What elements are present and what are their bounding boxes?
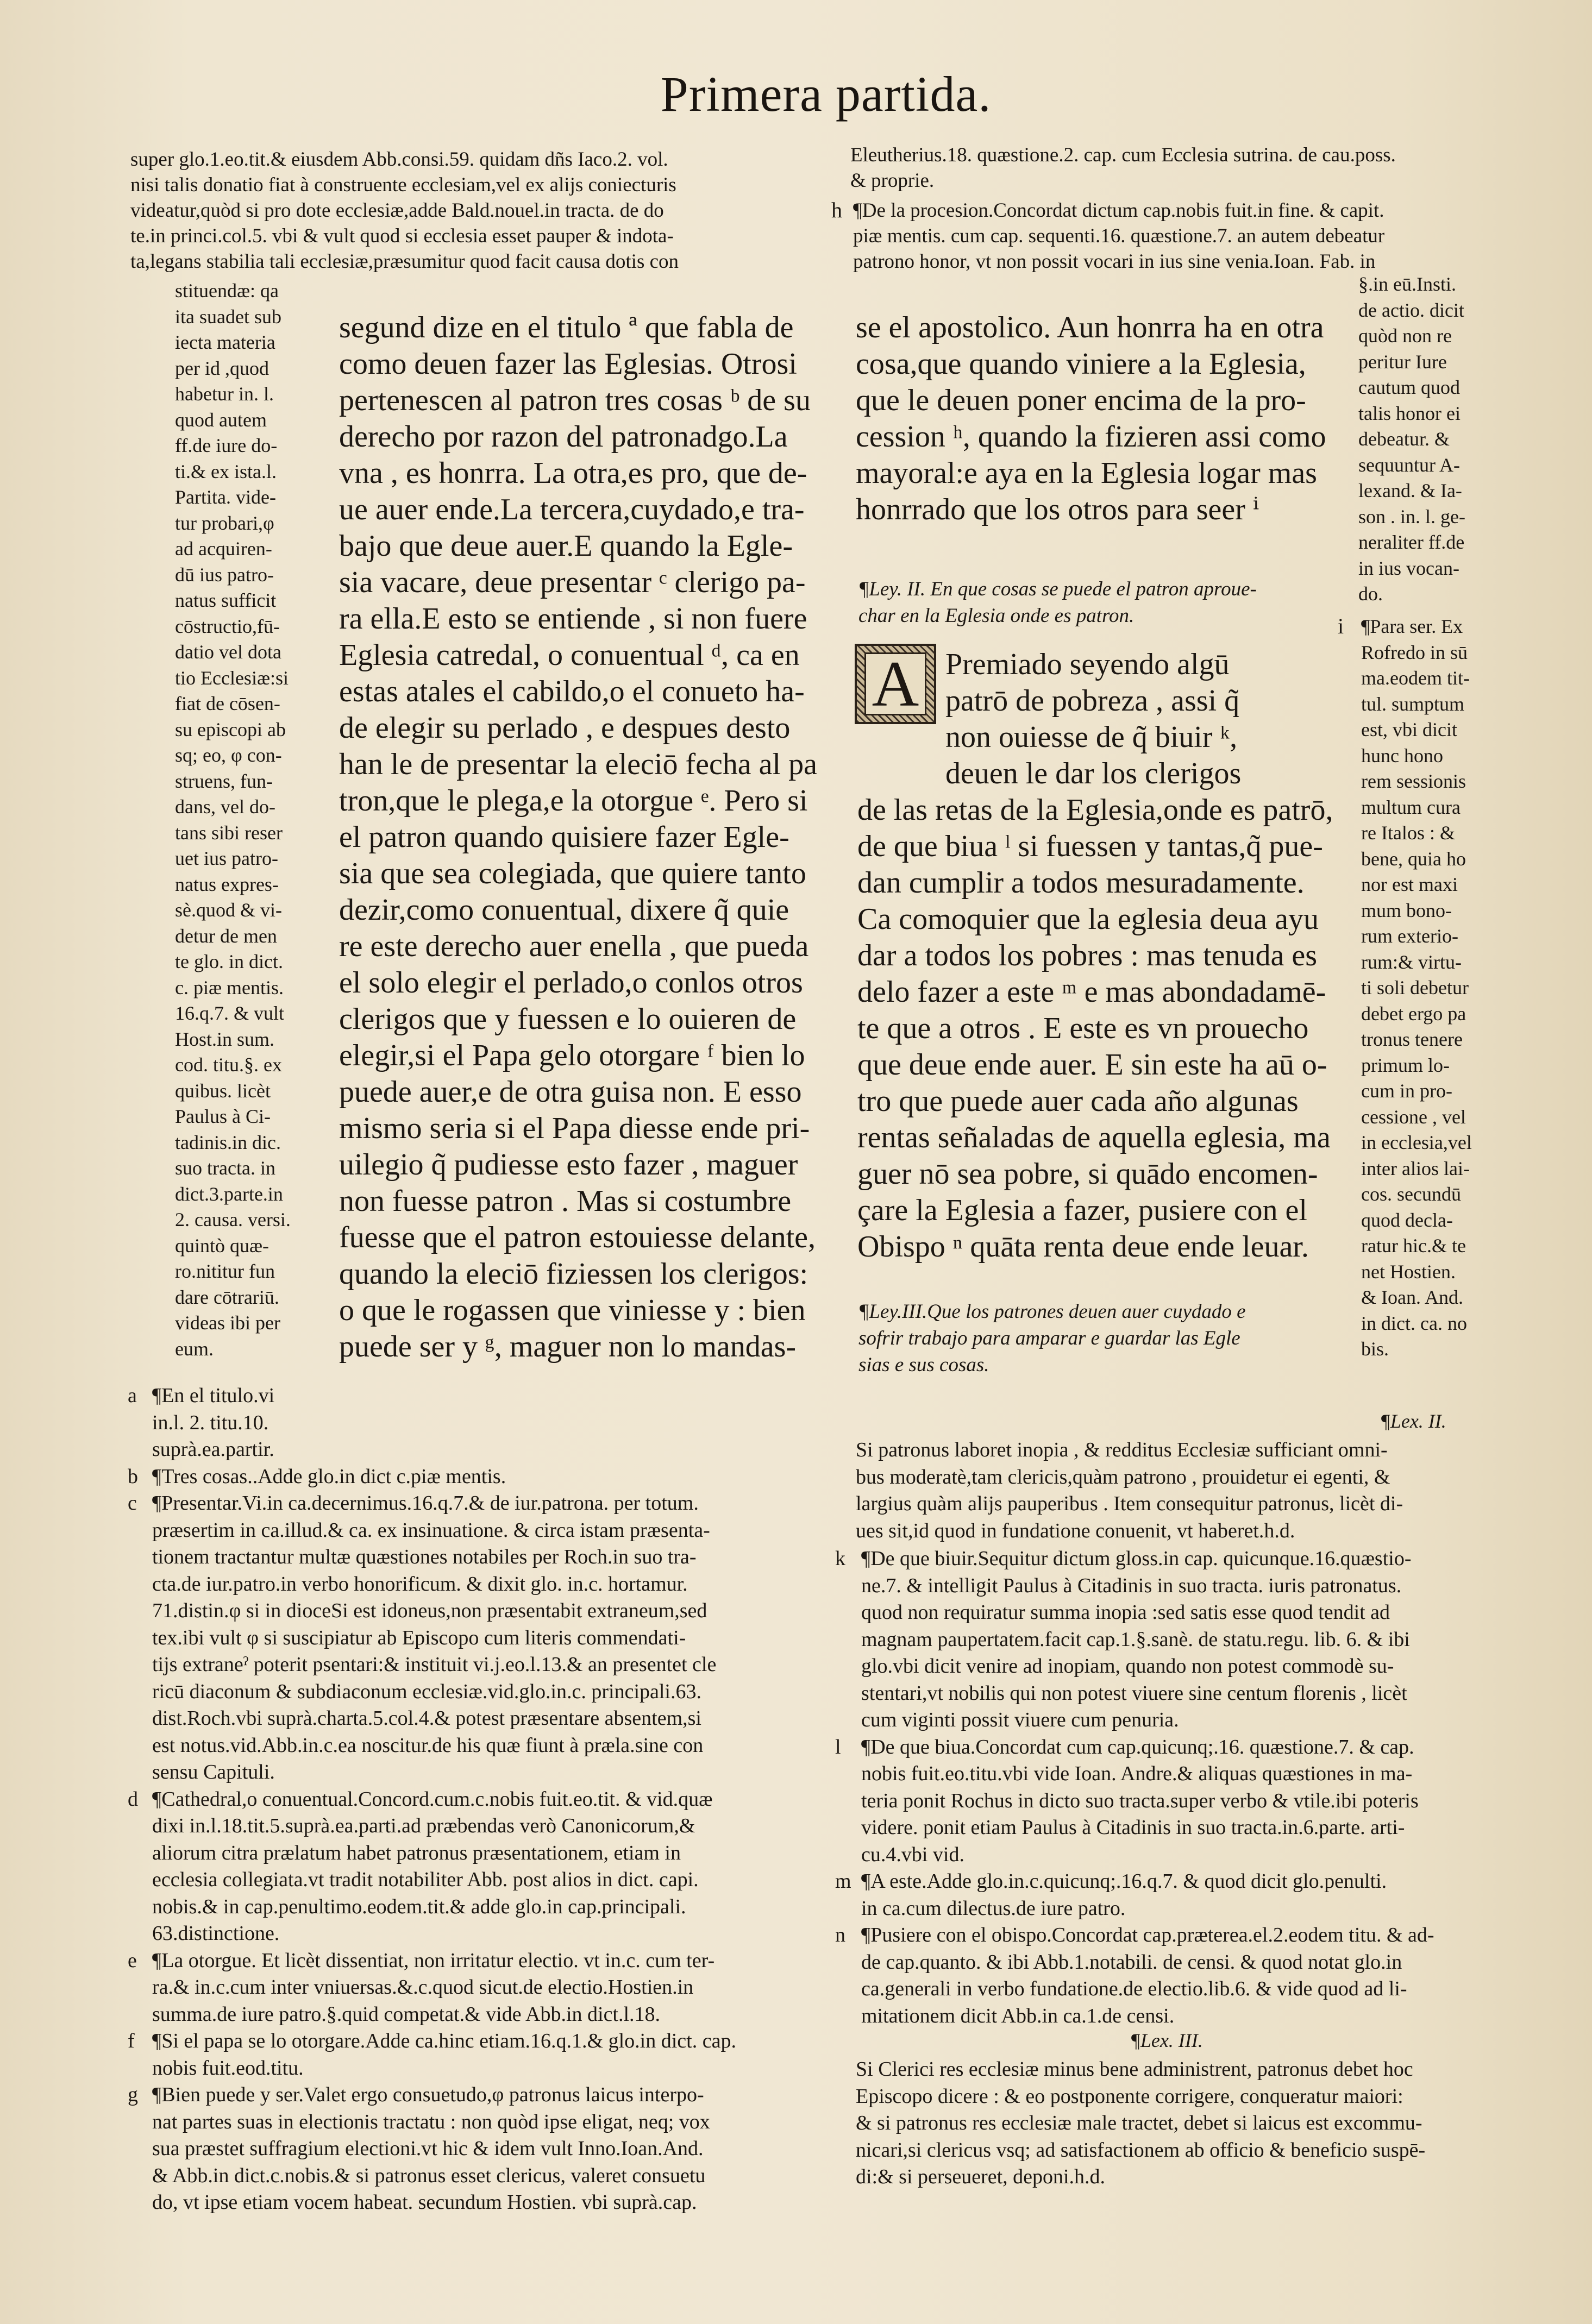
gloss-line: do. [1358,583,1383,605]
gloss-line: Host.in sum. [175,1028,275,1050]
main-line: de que biua ˡ si fuessen y tantas,q̃ pue- [857,830,1323,863]
gloss-line: rum:& virtu- [1361,951,1462,973]
main-line: se el apostolico. Aun honrra ha en otra [856,311,1324,344]
gloss-line: natus expres- [175,873,279,895]
gloss-line: peritur Iure [1358,350,1447,373]
note-line: nobis fuit.eo.titu.vbi vide Ioan. Andre.& aliquas quæstiones in ma- [861,1762,1413,1785]
gloss-line: datio vel dota [175,641,281,663]
lex-2-summary [856,1437,1513,1544]
main-line: sia vacare, deue presentar ᶜ clerigo pa- [339,566,806,599]
gloss-line: eum. [175,1337,214,1360]
ley-2-initial-text [945,646,1337,792]
gloss-line: cessione , vel [1361,1106,1466,1128]
summary-line: Si Clerici res ecclesiæ minus bene administrent, patronus debet hoc [856,2058,1413,2081]
gloss-line: debet ergo pa [1361,1002,1466,1025]
gloss-line: §.in eū.Insti. [1358,273,1456,295]
summary-line: di:& si perseueret, deponi.h.d. [856,2165,1106,2188]
note-letter: l [835,1735,841,1758]
gloss-line: 16.q.7. & vult [175,1002,285,1024]
gloss-line: te.in princi.col.5. vbi & vult quod si ecclesia esset pauper & indota- [130,225,674,247]
main-line: honrrado que los otros para seer ⁱ [856,493,1259,526]
main-line: el solo elegir el perlado,o conlos otros [339,966,803,1000]
gloss-line: de actio. dicit [1358,299,1464,321]
note-line: ¶Presentar.Vi.in ca.decernimus.16.q.7.& de iur.patrona. per totum. [152,1492,699,1515]
gloss-line: ¶Para ser. Ex [1361,615,1463,637]
note-n [835,1922,1513,2030]
note-k [835,1546,1513,1734]
gloss-line: dū ius patro- [175,563,274,586]
gloss-letter-i: i [1338,614,1344,638]
main-line: cession ʰ, quando la fizieren assi como [856,420,1326,454]
gloss-line: tio Ecclesiæ:si [175,667,289,689]
note-line: ¶Cathedral,o conuentual.Concord.cum.c.nobis fuit.eo.tit. & vid.quæ [152,1787,713,1811]
gloss-letter-h: h [831,198,842,222]
ley-2-heading [858,576,1326,629]
main-line: ue auer ende.La tercera,cuydado,e tra- [339,493,805,526]
gloss-line: detur de men [175,925,277,947]
gloss-line: tul. sumptum [1361,693,1465,715]
main-line: quando la eleciō fiziessen los clerigos: [339,1257,808,1291]
gloss-line: cautum quod [1358,376,1460,398]
heading-line: char en la Eglesia onde es patron. [858,605,1135,627]
gloss-line: multum cura [1361,796,1461,818]
main-line: han le de presentar la eleciō fecha al pa [339,748,817,781]
note-letter: f [128,2030,135,2052]
gloss-line: net Hostien. [1361,1260,1456,1283]
summary-line: ues sit,id quod in fundatione conuenit, vt haberet.h.d. [856,1519,1295,1542]
gloss-line: habetur in. l. [175,383,274,405]
note-line: nobis.& in cap.penultimo.eodem.tit.& adde glo.in cap.principali. [152,1895,686,1918]
main-line: como deuen fazer las Eglesias. Otrosi [339,347,797,381]
heading-line: sias e sus cosas. [858,1354,989,1376]
note-line: tijs extraneˀ poterit psentari:& instituit vi.j.eo.l.13.& an presentet cle [152,1653,717,1676]
gloss-line: ti.& ex ista.l. [175,460,277,482]
note-line: tionem tractantur multæ quæstiones notabiles per Roch.in suo tra- [152,1546,697,1568]
gloss-line: cōstructio,fū- [175,615,280,637]
note-c [128,1490,826,1786]
summary-line: bus moderatè,tam clericis,quàm patrono , prouidetur ei egenti, & [856,1465,1390,1488]
main-line: de elegir su perlado , e despues desto [339,711,791,745]
note-letter: m [835,1870,851,1893]
note-letter: g [128,2083,138,2106]
note-line: dist.Roch.vbi suprà.charta.5.col.4.& potest præsentare absentem,si [152,1707,701,1730]
gloss-line: nisi talis donatio fiat à construente ecclesiam,vel ex alijs coniecturis [130,174,676,196]
heading-line: sofrir trabajo para amparar e guardar las Egle [858,1327,1240,1349]
gloss-line: cod. titu.§. ex [175,1054,282,1076]
gloss-line: nor est maxi [1361,874,1458,895]
main-line: el patron quando quisiere fazer Egle- [339,820,789,854]
note-line: glo.vbi dicit venire ad inopiam, quando non potest commodè su- [861,1655,1394,1678]
top-gloss-right [850,142,1502,193]
note-line: ra.& in.c.cum inter vniuersas.&.c.quod sicut.de electio.Hostien.in [152,1976,694,1999]
initial-letter: A [864,652,926,715]
note-line: ¶La otorgue. Et licèt dissentiat, non irritatur electio. vt in.c. cum ter- [152,1949,715,1972]
note-line: ¶De que biua.Concordat cum cap.quicunq;.16. quæstione.7. & cap. [861,1735,1414,1758]
note-letter: n [835,1924,845,1946]
note-line: suprà.ea.partir. [152,1438,274,1461]
main-line: non ouiesse de q̃ biuir ᵏ, [945,720,1238,754]
main-line: dar a todos los pobres : mas tenuda es [857,939,1318,972]
main-line: cosa,que quando viniere a la Eglesia, [856,347,1306,381]
left-narrow-gloss [175,278,316,1362]
main-line: delo fazer a este ᵐ e mas abondadamē- [857,975,1326,1009]
gloss-line: quod autem [175,409,267,431]
main-line: guer nō sea pobre, si quādo encomen- [857,1157,1318,1191]
note-b [128,1464,826,1491]
gloss-line: cum in pro- [1361,1080,1452,1102]
gloss-line: & proprie. [850,169,935,192]
note-line: tex.ibi vult φ si suscipiatur ab Episcopo cum literis commendati- [152,1626,686,1649]
main-line: puede ser y ᵍ, maguer non lo mandas- [339,1330,797,1364]
note-line: in.l. 2. titu.10. [152,1411,269,1434]
gloss-line: debeatur. & [1358,428,1450,450]
note-line: magnam paupertatem.facit cap.1.§.sanè. de statu.regu. lib. 6. & ibi [861,1628,1410,1651]
gloss-line: neraliter ff.de [1358,531,1465,553]
main-line: non fuesse patron . Mas si costumbre [339,1184,792,1218]
top-gloss-left [130,147,826,274]
main-line: o que le rogassen que viniesse y : bien [339,1293,806,1327]
main-line: segund dize en el titulo ª que fabla de [339,311,794,344]
main-line: te que a otros . E este es vn prouecho [857,1012,1309,1045]
ley-3-heading [858,1298,1326,1378]
gloss-line: tadinis.in dic. [175,1131,281,1153]
lex-3-mark: ¶Lex. III. [1130,2030,1203,2051]
gloss-line: hunc hono [1361,744,1443,767]
note-line: & Abb.in dict.c.nobis.& si patronus esset clericus, valeret consuetu [152,2164,706,2187]
note-line: ricū diaconum & subdiaconum ecclesiæ.vid.glo.in.c. principali.63. [152,1680,701,1703]
gloss-line: natus sufficit [175,589,277,611]
gloss-line: tur probari,φ [175,512,274,534]
gloss-line: stituendæ: qa [175,280,279,302]
note-letter: d [128,1787,138,1811]
note-f [128,2028,826,2082]
gloss-line: est, vbi dicit [1361,719,1457,740]
gloss-line: quod decla- [1361,1209,1453,1231]
note-line: cum viginti possit viuere cum penuria. [861,1709,1179,1731]
heading-line: ¶Ley.III.Que los patrones deuen auer cuydado e [858,1301,1246,1323]
gloss-line: primum lo- [1361,1054,1450,1076]
main-line: tron,que le plega,e la otorgue ᵉ. Pero si [339,784,808,818]
note-g [128,2082,826,2216]
gloss-line: Partita. vide- [175,486,276,508]
main-line: derecho por razon del patronadgo.La [339,420,788,454]
gloss-line: te glo. in dict. [175,951,283,972]
gloss-line: dare cōtrariū. [175,1286,279,1308]
gloss-line: Paulus à Ci- [175,1106,271,1127]
note-line: mitationem dicit Abb.in ca.1.de censi. [861,2004,1175,2027]
note-line: nobis fuit.eod.titu. [152,2056,304,2080]
right-footnotes [835,1546,1513,2030]
gloss-line: piæ mentis. cum cap. sequenti.16. quæstione.7. an autem debeatur [853,225,1385,247]
note-line: ca.generali in verbo fundatione.de electio.lib.6. & vide quod ad li- [861,1977,1407,2000]
main-line: pertenescen al patron tres cosas ᵇ de su [339,384,811,417]
note-line: do, vt ipse etiam vocem habeat. secundum Hostien. vbi suprà.cap. [152,2191,697,2214]
note-d [128,1786,826,1948]
gloss-line: rem sessionis [1361,770,1466,792]
gloss-line: per id ,quod [175,357,269,379]
main-text-left [339,310,817,1365]
note-line: sua præstet suffragium electioni.vt hic & idem vult Inno.Ioan.And. [152,2137,704,2160]
note-line: ne.7. & intelligit Paulus à Citadinis in suo tracta. iuris patronatus. [861,1574,1402,1597]
note-line: ¶En el titulo.vi [152,1384,275,1407]
gloss-line: su episcopi ab [175,718,286,740]
main-line: sia que sea colegiada, que quiere tanto [339,857,806,890]
right-narrow-gloss-top [1358,272,1500,607]
note-line: 63.distinctione. [152,1922,280,1945]
gloss-line: dans, vel do- [175,796,275,818]
gloss-line: in dict. ca. no [1361,1312,1467,1334]
decorated-initial [855,644,936,724]
gloss-line: inter alios lai- [1361,1157,1470,1179]
ley-2-text [857,792,1336,1265]
main-line: estas atales el cabildo,o el conueto ha- [339,675,805,708]
main-line: bajo que deue auer.E quando la Egle- [339,529,793,563]
main-line: Eglesia catredal, o conuentual ᵈ, ca en [339,638,800,672]
gloss-h [853,198,1505,274]
main-line: deuen le dar los clerigos [945,757,1242,790]
note-line: cta.de iur.patro.in verbo honorificum. & dixit glo. in.c. hortamur. [152,1572,688,1596]
note-line: cu.4.vbi vid. [861,1843,964,1866]
main-text-right [856,310,1334,528]
gloss-line: cos. secundū [1361,1183,1461,1205]
main-line: dezir,como conuentual, dixere q̃ quie [339,893,789,927]
main-line: vna , es honrra. La otra,es pro, que de- [339,456,807,490]
main-line: re este derecho auer enella , que pueda [339,929,809,963]
gloss-line: super glo.1.eo.tit.& eiusdem Abb.consi.59. quidam dñs Iaco.2. vol. [130,148,668,171]
gloss-line: rum exterio- [1361,925,1458,947]
right-narrow-gloss-i [1361,614,1502,1362]
note-line: de cap.quanto. & ibi Abb.1.notabili. de censi. & quod notat glo.in [861,1950,1402,1974]
gloss-line: bis. [1361,1338,1389,1360]
gloss-line: ratur hic.& te [1361,1235,1466,1257]
main-line: mayoral:e aya en la Eglesia logar mas [856,456,1317,490]
gloss-line: in ecclesia,vel [1361,1132,1472,1153]
gloss-line: quòd non re [1358,325,1452,347]
main-line: patrō de pobreza , assi q̃ [945,684,1240,718]
main-line: Obispo ⁿ quāta renta deue ende leuar. [857,1230,1309,1264]
summary-line: nicari,si clericus vsq; ad satisfactionem ab officio & beneficio suspē- [856,2138,1426,2162]
note-line: est notus.vid.Abb.in.c.ea noscitur.de his quæ fiunt à præla.sine con [152,1733,704,1757]
gloss-line: re Italos : & [1361,822,1455,844]
gloss-line: son . in. l. ge- [1358,505,1465,527]
gloss-line: sequuntur A- [1358,454,1460,476]
lex-3-summary [856,2056,1513,2191]
note-line: in ca.cum dilectus.de iure patro. [861,1896,1126,1920]
gloss-line: ta,legans stabilia tali ecclesiæ,præsumitur quod facit causa dotis con [130,250,679,273]
main-line: tro que puede auer cada año algunas [857,1084,1299,1118]
note-letter: k [835,1547,845,1570]
note-a [128,1383,826,1464]
main-line: Premiado seyendo algū [945,648,1230,681]
gloss-line: Eleutherius.18. quæstione.2. cap. cum Ecclesia sutrina. de cau.poss. [850,144,1396,166]
main-line: elegir,si el Papa gelo otorgare ᶠ bien lo [339,1039,805,1072]
note-line: præsertim in ca.illud.& ca. ex insinuatione. & circa istam præsenta- [152,1518,710,1542]
gloss-line: suo tracta. in [175,1157,275,1179]
note-line: quod non requiratur summa inopia :sed satis esse quod tendit ad [861,1601,1390,1624]
main-line: uilegio q̃ pudiesse esto fazer , maguer [339,1148,798,1182]
gloss-line: videatur,quòd si pro dote ecclesiæ,adde Bald.nouel.in tracta. de do [130,199,664,222]
main-line: dan cumplir a todos mesuradamente. [857,866,1305,900]
gloss-line: ma.eodem tit- [1361,667,1470,689]
main-line: puede auer,e de otra guisa non. E esso [339,1075,802,1109]
gloss-line: ita suadet sub [175,305,281,328]
gloss-line: tronus tenere [1361,1028,1463,1050]
note-line: teria ponit Rochus in dicto suo tracta.super verbo & vtile.ibi poteris [861,1789,1419,1812]
note-m [835,1868,1513,1922]
gloss-line: c. piæ mentis. [175,976,284,998]
gloss-line: bene, quia ho [1361,847,1466,870]
note-line: videre. ponit etiam Paulus à Citadinis in suo tracta.in.6.parte. arti- [861,1816,1405,1839]
note-line: stentari,vt nobilis qui non potest viuere sine centum florenis , licèt [861,1681,1407,1705]
note-line: aliorum citra prælatum habet patronus præsentationem, etiam in [152,1841,681,1864]
heading-line: ¶Ley. II. En que cosas se puede el patron aproue- [858,578,1257,600]
note-line: ecclesia collegiata.vt tradit notabiliter Abb. post alios in dict. capi. [152,1868,699,1891]
main-line: clerigos que y fuessen e lo ouieren de [339,1002,797,1036]
gloss-line: videas ibi per [175,1312,280,1334]
gloss-line: & Ioan. And. [1361,1286,1463,1308]
gloss-line: iecta materia [175,331,275,353]
gloss-line: ti soli debetur [1361,977,1469,998]
gloss-line: ff.de iure do- [175,435,278,456]
note-line: summa.de iure patro.§.quid competat.& vide Abb.in dict.l.18. [152,2002,661,2026]
note-line: nat partes suas in electionis tractatu : non quòd ipse eligat, neq; vox [152,2110,710,2133]
gloss-line: ¶De la procesion.Concordat dictum cap.nobis fuit.in fine. & capit. [853,199,1384,222]
gloss-line: 2. causa. versi. [175,1209,291,1230]
note-line: ¶A este.Adde glo.in.c.quicunq;.16.q.7. & quod dicit glo.penulti. [861,1870,1387,1893]
running-head: Primera partida. [660,66,992,122]
gloss-line: mum bono- [1361,899,1452,921]
gloss-line: sq; eo, φ con- [175,744,282,766]
gloss-line: sè.quod & vi- [175,899,282,921]
gloss-line: struens, fun- [175,770,273,792]
main-line: fuesse que el patron estouiesse delante, [339,1221,816,1254]
note-line: dixi in.l.18.tit.5.suprà.ea.parti.ad præbendas verò Canonicorum,& [152,1814,695,1837]
summary-line: largius quàm alijs pauperibus . Item consequitur patronus, licèt di- [856,1492,1403,1515]
gloss-line: quintò quæ- [175,1234,269,1257]
gloss-line: talis honor ei [1358,402,1461,424]
note-line: sensu Capituli. [152,1761,275,1783]
main-line: çare la Eglesia a fazer, pusiere con el [857,1194,1307,1227]
main-line: Ca comoquier que la eglesia deua ayu [857,902,1319,936]
gloss-line: patrono honor, vt non possit vocari in ius sine venia.Ioan. Fab. in [853,250,1376,273]
main-line: mismo seria si el Papa diesse ende pri- [339,1111,810,1145]
note-line: ¶De que biuir.Sequitur dictum gloss.in cap. quicunque.16.quæstio- [861,1547,1412,1570]
main-line: que deue ende auer. E sin este ha aū o- [857,1048,1327,1082]
note-line: 71.distin.φ si in dioceSi est idoneus,non præsentabit extraneum,sed [152,1599,707,1622]
gloss-line: quibus. licèt [175,1079,271,1102]
main-line: de las retas de la Eglesia,onde es patrō, [857,793,1333,827]
note-line: ¶Si el papa se lo otorgare.Adde ca.hinc etiam.16.q.1.& glo.in dict. cap. [152,2030,736,2052]
gloss-line: dict.3.parte.in [175,1183,283,1205]
lex-2-mark: ¶Lex. II. [1380,1410,1446,1432]
gloss-line: in ius vocan- [1358,557,1459,579]
note-l [835,1734,1513,1869]
summary-line: Si patronus laboret inopia , & redditus Ecclesiæ sufficiant omni- [856,1439,1388,1461]
gloss-line: fiat de cōsen- [175,693,280,714]
note-letter: c [128,1492,137,1515]
gloss-line: ad acquiren- [175,538,272,560]
gloss-line: tans sibi reser [175,821,283,844]
note-line: ¶Pusiere con el obispo.Concordat cap.præterea.el.2.eodem titu. & ad- [861,1924,1434,1946]
gloss-line: ro.nititur fun [175,1260,275,1282]
note-line: ¶Tres cosas..Adde glo.in dict c.piæ mentis. [152,1465,506,1488]
note-e [128,1948,826,2028]
note-letter: e [128,1949,137,1972]
note-letter: b [128,1465,138,1488]
summary-line: Episcopo dicere : & eo postponente corrigere, conqueratur maiori: [856,2084,1403,2108]
note-line: ¶Bien puede y ser.Valet ergo consuetudo,φ patronus laicus interpo- [152,2083,704,2106]
gloss-line: uet ius patro- [175,847,278,869]
gloss-line: lexand. & Ia- [1358,480,1462,501]
main-line: que le deuen poner encima de la pro- [856,384,1306,417]
gloss-line: Rofredo in sū [1361,641,1468,663]
main-line: rentas señaladas de aquella eglesia, ma [857,1121,1331,1154]
left-footnotes [128,1383,826,2216]
main-line: ra ella.E esto se entiende , si non fuere [339,602,807,636]
summary-line: & si patronus res ecclesiæ male tractet, debet si laicus est excommu- [856,2112,1422,2134]
note-letter: a [128,1384,137,1407]
